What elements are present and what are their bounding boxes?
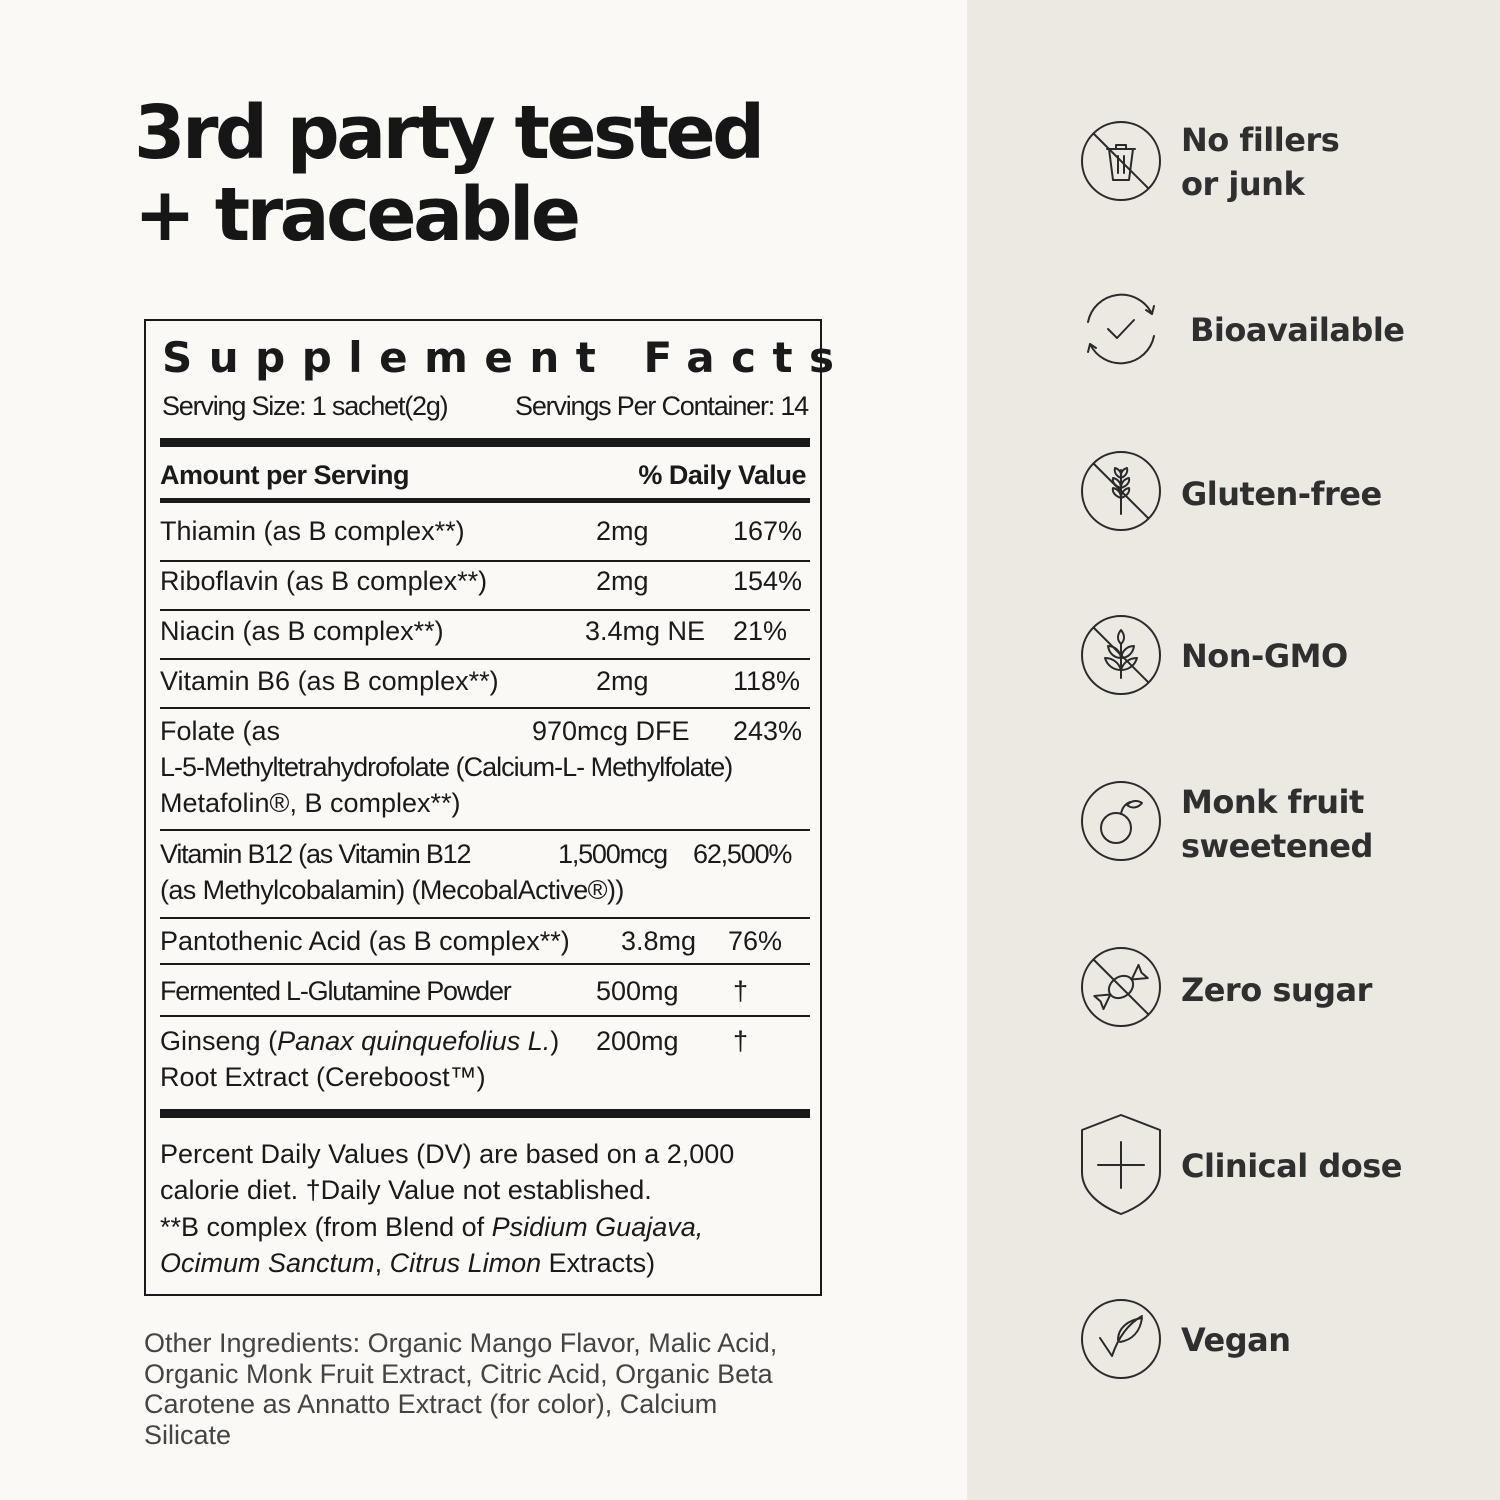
footnote-text: Extracts)	[541, 1247, 656, 1278]
feature-gluten-free	[1080, 450, 1500, 570]
nutrient-name: Thiamin (as B complex**)	[160, 516, 465, 546]
nutrient-dv: †	[733, 976, 749, 1006]
serving-size: Serving Size: 1 sachet(2g)	[162, 391, 448, 421]
feature-label: Vegan	[1181, 1321, 1291, 1359]
ginseng-latin-name: Panax quinquefolius L.	[277, 1026, 551, 1056]
shield-plus-icon	[1080, 1112, 1162, 1216]
nutrient-name-line2: L-5-Methyltetrahydrofolate (Calcium-L- Methylfolate)	[160, 752, 733, 782]
footnote-line: calorie diet. †Daily Value not established.	[160, 1175, 652, 1206]
nutrient-name: Fermented L-Glutamine Powder	[160, 976, 511, 1006]
supplement-facts-title: Supplement Facts	[162, 333, 851, 382]
circular-arrows-check-icon	[1080, 288, 1162, 370]
daily-value-header: % Daily Value	[638, 460, 806, 490]
nutrient-dv: 21%	[733, 616, 788, 646]
nutrient-dv: 62,500%	[693, 839, 792, 869]
nutrient-name: Riboflavin (as B complex**)	[160, 566, 488, 596]
row-divider	[160, 1015, 810, 1017]
nutrient-name: Niacin (as B complex**)	[160, 616, 444, 646]
nutrient-amount: 970mcg DFE	[532, 716, 690, 746]
nutrient-dv: 118%	[733, 666, 801, 696]
feature-label: Bioavailable	[1190, 311, 1405, 349]
medium-divider	[160, 498, 810, 503]
amount-per-serving-header: Amount per Serving	[160, 460, 410, 490]
no-candy-icon	[1080, 946, 1162, 1028]
row-divider	[160, 917, 810, 919]
footnote-text: **B complex (from Blend of	[160, 1211, 492, 1242]
headline-line1: 3rd party tested	[134, 90, 762, 176]
feature-label: Clinical dose	[1181, 1147, 1402, 1185]
feature-zero-sugar	[1080, 946, 1500, 1066]
nutrient-amount: 2mg	[596, 566, 649, 596]
feature-label-line2: or junk	[1181, 165, 1305, 203]
supplement-facts-panel	[144, 319, 851, 1296]
servings-per-container: Servings Per Container: 14	[515, 391, 808, 421]
nutrient-amount: 2mg	[596, 516, 649, 546]
row-divider	[160, 707, 810, 709]
nutrient-name-line2: (as Methylcobalamin) (MecobalActive®))	[160, 875, 624, 905]
row-divider	[160, 963, 810, 965]
feature-label: No fillers	[1181, 121, 1340, 159]
other-ingredients: Other Ingredients: Organic Mango Flavor, Malic Acid, Organic Monk Fruit Extract, Citric Acid, Organic Beta Carotene as Annatto Extract (for color), Calcium Silicate	[144, 1328, 778, 1450]
footnote-italic: Citrus Limon	[389, 1247, 542, 1278]
fruit-icon	[1080, 780, 1162, 862]
thick-divider	[160, 1109, 810, 1118]
feature-non-gmo	[1080, 614, 1500, 734]
feature-no-fillers	[1080, 118, 1500, 238]
row-divider	[160, 658, 810, 660]
feature-vegan	[1080, 1298, 1500, 1418]
nutrient-name-line2: Root Extract (Cereboost™)	[160, 1062, 486, 1092]
feature-label: Gluten-free	[1181, 475, 1382, 513]
nutrient-dv: 167%	[733, 516, 803, 546]
nutrient-amount: 500mg	[596, 976, 679, 1006]
row-divider	[160, 829, 810, 831]
feature-label: Non-GMO	[1181, 637, 1348, 675]
daily-value-footnote	[160, 1136, 820, 1281]
nutrient-name: Folate (as	[160, 716, 281, 746]
nutrient-dv: 243%	[733, 716, 803, 746]
nutrient-dv: 154%	[733, 566, 803, 596]
nutrient-name-line3: Metafolin®, B complex**)	[160, 788, 461, 818]
footnote-line: Percent Daily Values (DV) are based on a 2,000	[160, 1139, 735, 1169]
nutrient-amount: 3.8mg	[621, 926, 697, 956]
nutrient-dv: 76%	[728, 926, 783, 956]
headline	[134, 92, 762, 256]
feature-monk-fruit	[1080, 780, 1500, 900]
feature-label: Zero sugar	[1181, 971, 1372, 1009]
nutrient-dv: †	[733, 1026, 749, 1056]
feature-label: Monk fruit	[1181, 783, 1364, 821]
no-plant-icon	[1080, 614, 1162, 696]
footnote-line	[160, 1209, 820, 1245]
nutrient-name: Vitamin B12 (as Vitamin B12	[160, 839, 471, 869]
ginseng-name-prefix: Ginseng (	[160, 1026, 278, 1056]
nutrient-amount: 200mg	[596, 1026, 679, 1056]
leaf-check-icon	[1080, 1298, 1162, 1380]
no-wheat-icon	[1080, 450, 1162, 532]
footnote-italic: Ocimum Sanctum	[160, 1247, 375, 1278]
nutrient-amount: 2mg	[596, 666, 649, 696]
footnote-italic: Psidium Guajava,	[491, 1211, 704, 1242]
thick-divider	[160, 438, 810, 447]
ginseng-name-suffix: )	[550, 1026, 560, 1056]
footnote-text: ,	[374, 1247, 390, 1278]
feature-clinical-dose	[1080, 1112, 1500, 1232]
row-divider	[160, 560, 810, 562]
nutrient-name	[160, 1023, 559, 1059]
no-trash-can-icon	[1080, 120, 1162, 202]
nutrient-name: Vitamin B6 (as B complex**)	[160, 666, 499, 696]
row-divider	[160, 609, 810, 611]
feature-label-line2: sweetened	[1181, 827, 1373, 865]
nutrient-name: Pantothenic Acid (as B complex**)	[160, 926, 570, 956]
feature-bioavailable	[1080, 288, 1500, 408]
footnote-line	[160, 1245, 820, 1281]
nutrient-amount: 3.4mg NE	[585, 616, 706, 646]
nutrient-amount: 1,500mcg	[558, 839, 667, 869]
headline-line2: + traceable	[134, 172, 578, 258]
